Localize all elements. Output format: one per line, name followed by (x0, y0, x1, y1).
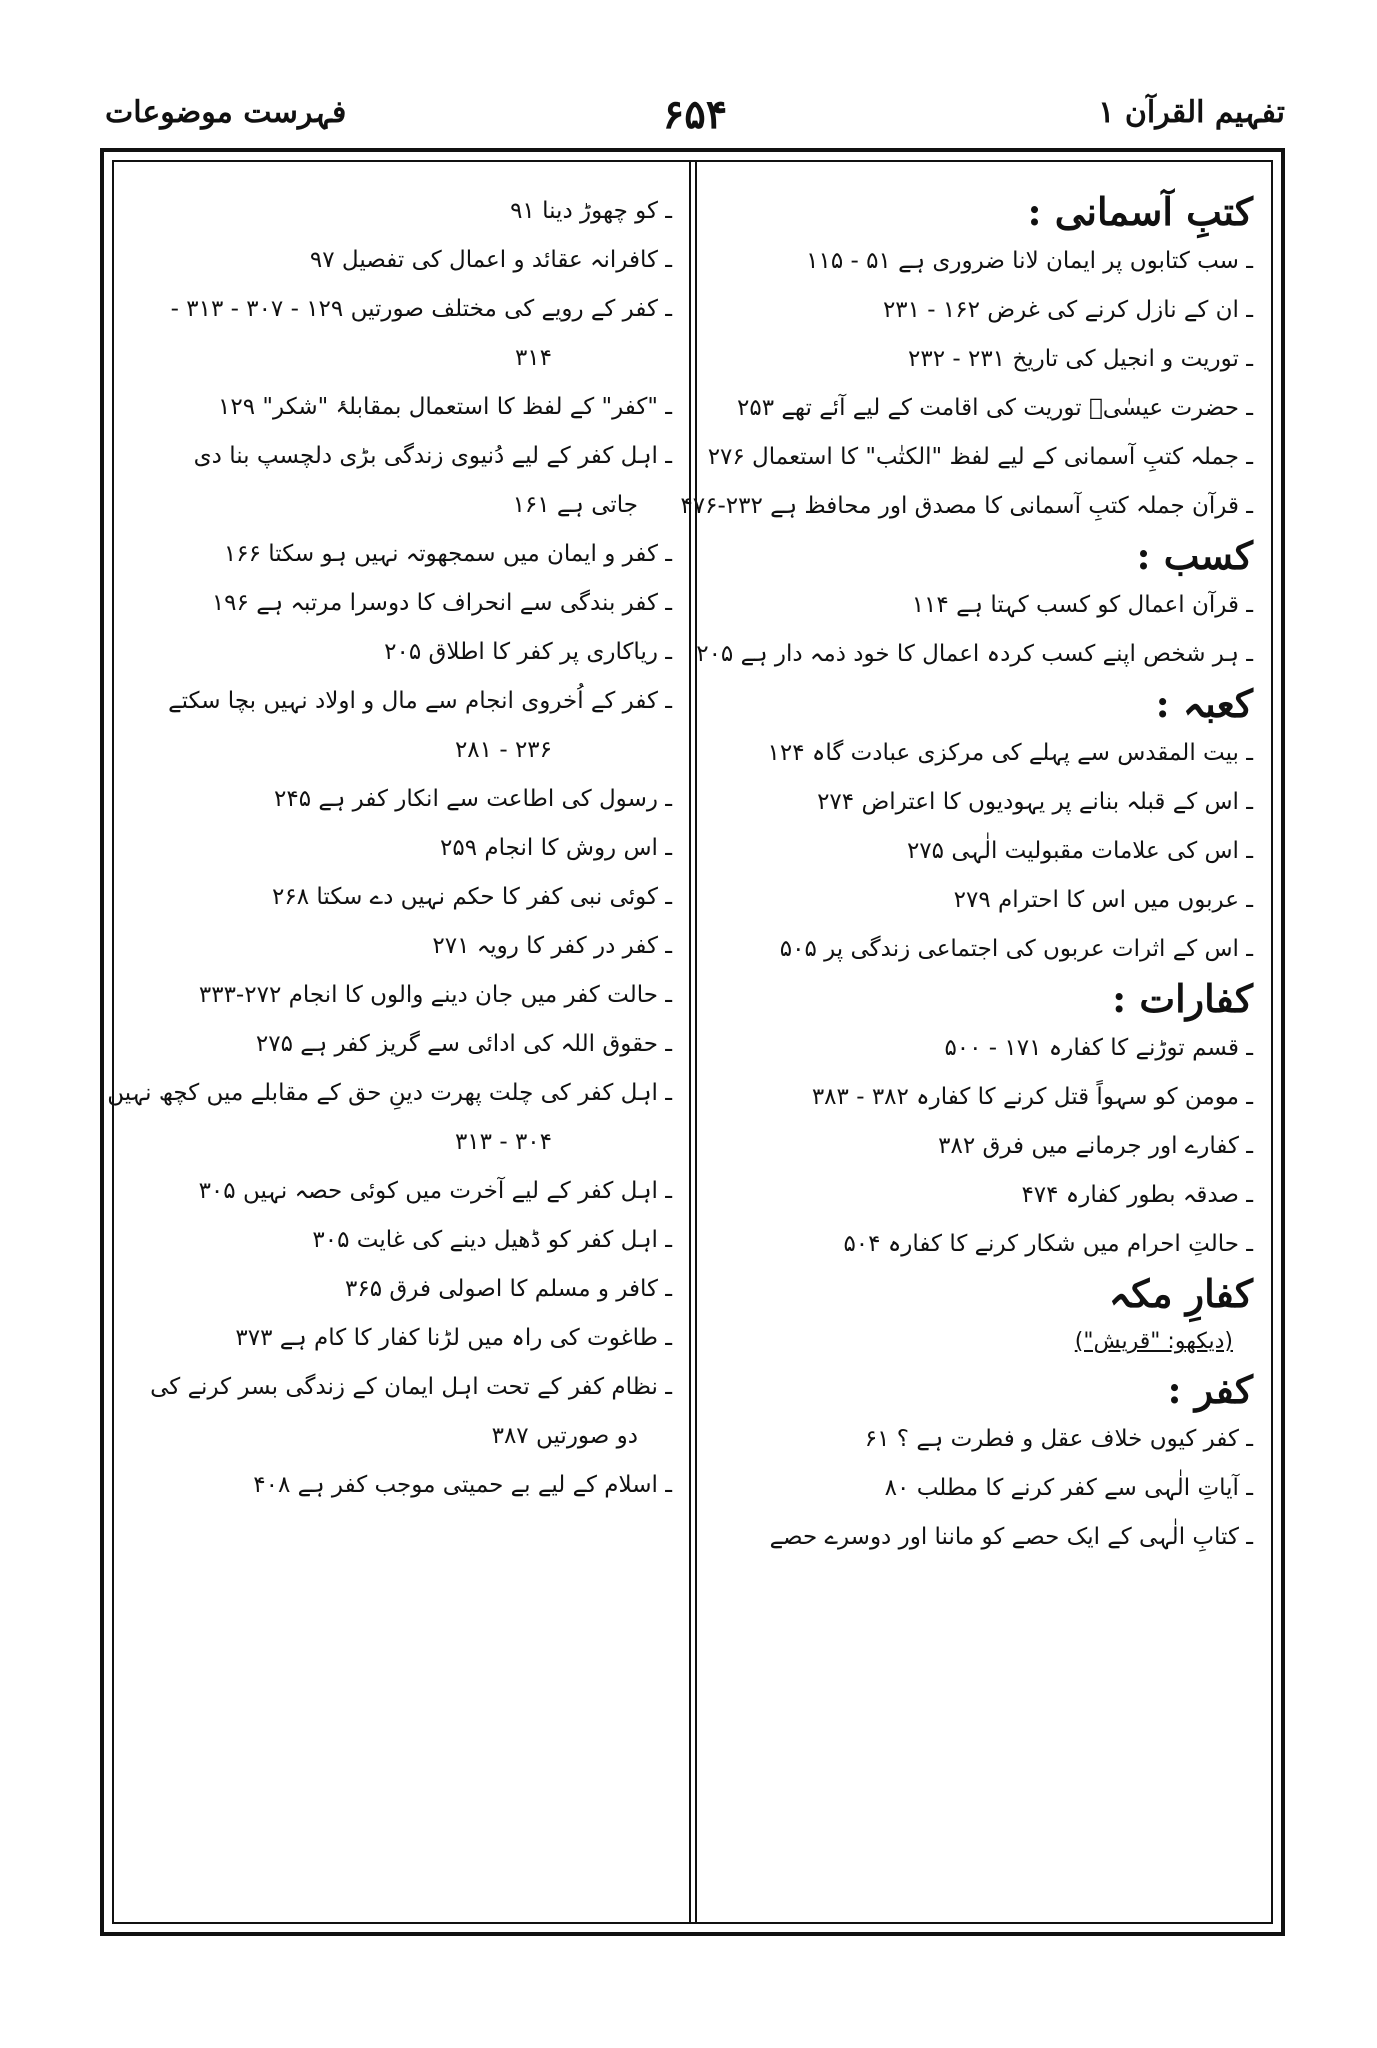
index-entry: ـ حالتِ احرام میں شکار کرنے کا کفارہ ۵۰۴ (843, 1231, 1253, 1257)
index-entry: ـ رسول کی اطاعت سے انکار کفر ہے ۲۴۵ (274, 786, 672, 812)
page-number: ۶۵۴ (662, 91, 728, 138)
index-entry: ـ مومن کو سہواً قتل کرنے کا کفارہ ۳۸۲ - ۳۸۳ (811, 1084, 1253, 1110)
index-entry: ـ سب کتابوں پر ایمان لانا ضروری ہے ۵۱ - ۱۱۵ (806, 248, 1253, 274)
index-entry-pages: ۳۰۴ - ۳۱۳ (454, 1129, 552, 1155)
index-entry: ـ بیت المقدس سے پہلے کی مرکزی عبادت گاہ ۱۲۴ (767, 740, 1253, 766)
index-entry: ـ قسم توڑنے کا کفارہ ۱۷۱ - ۵۰۰ (944, 1035, 1253, 1061)
index-entry: ـ کو چھوڑ دینا ۹۱ (510, 198, 672, 224)
index-entry: ـ حالت کفر میں جان دینے والوں کا انجام ۲۷۲-۳۳۳ (198, 982, 672, 1008)
index-entry: ـ کافرانہ عقائد و اعمال کی تفصیل ۹۷ (309, 247, 672, 273)
index-entry: ـ جملہ کتبِ آسمانی کے لیے لفظ "الکتٰب" کا استعمال ۲۷۶ (707, 444, 1253, 470)
index-entry: ـ کفر در کفر کا رویہ ۲۷۱ (432, 933, 672, 959)
index-entry: ـ عربوں میں اس کا احترام ۲۷۹ (953, 887, 1253, 913)
index-entry: ـ کفر و ایمان میں سمجھوتہ نہیں ہو سکتا ۱۶۶ (223, 541, 672, 567)
index-entry: ـ اس کے اثرات عربوں کی اجتماعی زندگی پر ۵۰۵ (779, 936, 1253, 962)
index-entry: ـ کوئی نبی کفر کا حکم نہیں دے سکتا ۲۶۸ (272, 884, 672, 910)
left-column (107, 187, 672, 1510)
book-title: تفہیم القرآن ۱ (1098, 95, 1285, 130)
right-column (680, 187, 1253, 1562)
index-entry-pages: ۳۱۴ (514, 345, 552, 371)
index-heading: کفر : (1167, 1367, 1253, 1412)
index-entry: ـ کفر بندگی سے انحراف کا دوسرا مرتبہ ہے ۱۹۶ (211, 590, 672, 616)
index-entry: ـ اہل کفر کے لیے آخرت میں کوئی حصہ نہیں ۳۰۵ (198, 1178, 672, 1204)
index-entry: ـ طاغوت کی راہ میں لڑنا کفار کا کام ہے ۳۷۳ (235, 1325, 672, 1351)
index-entry: ـ توریت و انجیل کی تاریخ ۲۳۱ - ۲۳۲ (907, 346, 1253, 372)
index-heading: کفارِ مکہ (1108, 1271, 1253, 1316)
index-entry: ـ اہل کفر کے لیے دُنیوی زندگی بڑی دلچسپ بنا دی (193, 443, 672, 469)
index-entry: ـ حقوق اللہ کی ادائی سے گریز کفر ہے ۲۷۵ (255, 1031, 672, 1057)
index-entry: ـ کفر کے رویے کی مختلف صورتیں ۱۲۹ - ۳۰۷ - ۳۱۳ - (170, 296, 672, 322)
index-entry: ـ کفر کیوں خلاف عقل و فطرت ہے ؟ ۶۱ (864, 1426, 1253, 1452)
index-entry: ـ اہل کفر کی چلت پھرت دینِ حق کے مقابلے میں کچھ نہیں (107, 1080, 672, 1106)
index-entry: ـ ہر شخص اپنے کسب کردہ اعمال کا خود ذمہ دار ہے ۲۰۵ (696, 641, 1253, 667)
index-entry: ـ قرآن جملہ کتبِ آسمانی کا مصدق اور محافظ ہے ۲۳۲-۴۷۶ (680, 493, 1253, 519)
index-entry: ـ ریاکاری پر کفر کا اطلاق ۲۰۵ (384, 639, 672, 665)
index-heading: کعبہ : (1155, 681, 1253, 726)
index-heading: کتبِ آسمانی : (1027, 189, 1253, 234)
index-entry: ـ اسلام کے لیے بے حمیتی موجب کفر ہے ۴۰۸ (253, 1472, 672, 1498)
index-entry: ـ اس کے قبلہ بنانے پر یہودیوں کا اعتراض ۲۷۴ (817, 789, 1253, 815)
index-entry: ـ ان کے نازل کرنے کی غرض ۱۶۲ - ۲۳۱ (882, 297, 1253, 323)
index-entry: ـ کفارے اور جرمانے میں فرق ۳۸۲ (938, 1133, 1253, 1159)
index-entry: ـ آیاتِ الٰہی سے کفر کرنے کا مطلب ۸۰ (884, 1475, 1253, 1501)
index-entry: ـ اہل کفر کو ڈھیل دینے کی غایت ۳۰۵ (312, 1227, 672, 1253)
cross-reference: (دیکھو: "قریش") (1074, 1329, 1233, 1354)
index-entry: ـ کافر و مسلم کا اصولی فرق ۳۶۵ (345, 1276, 672, 1302)
index-entry: ـ حضرت عیسٰیؑ توریت کی اقامت کے لیے آئے تھے ۲۵۳ (737, 395, 1253, 421)
column-divider (689, 162, 697, 1922)
index-entry-continuation: جاتی ہے ۱۶۱ (512, 492, 638, 518)
index-entry: ـ اس روش کا انجام ۲۵۹ (440, 835, 672, 861)
index-heading: کفارات : (1112, 976, 1253, 1021)
section-title: فہرست موضوعات (105, 95, 347, 130)
index-entry: ـ نظام کفر کے تحت اہل ایمان کے زندگی بسر کرنے کی (150, 1374, 672, 1400)
index-entry: ـ صدقہ بطور کفارہ ۴۷۴ (1021, 1182, 1253, 1208)
index-entry-pages: ۲۳۶ - ۲۸۱ (454, 737, 552, 763)
index-entry: ـ "کفر" کے لفظ کا استعمال بمقابلۂ "شکر" ۱۲۹ (218, 394, 672, 420)
index-heading: کسب : (1136, 533, 1253, 578)
index-entry: ـ قرآن اعمال کو کسب کہتا ہے ۱۱۴ (911, 592, 1253, 618)
index-frame-inner (107, 160, 1273, 1924)
index-frame (100, 148, 1285, 1936)
index-entry-continuation: دو صورتیں ۳۸۷ (491, 1423, 638, 1449)
index-entry: ـ اس کی علامات مقبولیت الٰہی ۲۷۵ (906, 838, 1253, 864)
index-entry: ـ کتابِ الٰہی کے ایک حصے کو ماننا اور دوسرے حصے (769, 1524, 1253, 1550)
index-entry: ـ کفر کے اُخروی انجام سے مال و اولاد نہیں بچا سکتے (168, 688, 672, 714)
page-header (105, 91, 1285, 155)
